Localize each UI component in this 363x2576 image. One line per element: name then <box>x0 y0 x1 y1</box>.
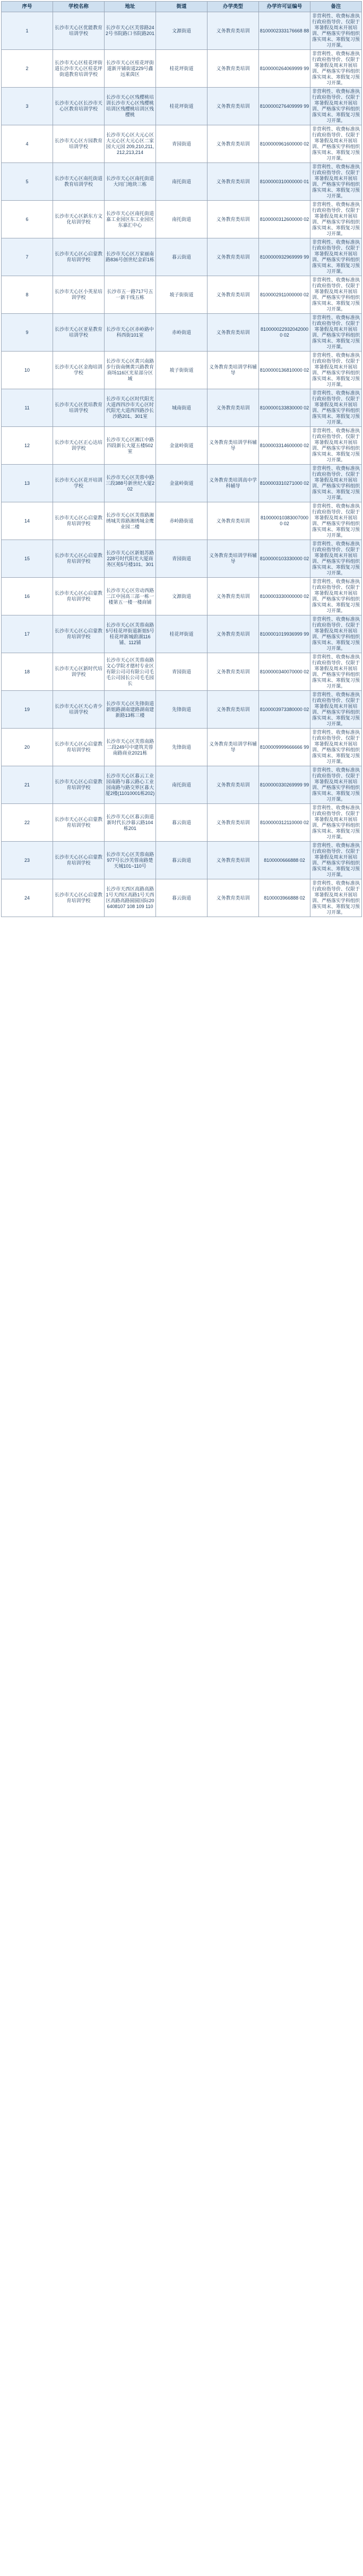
cell-remark: 非营利性、收费标准执行政府指导价、仅限于寒暑假及周末开展培训、严格落实学科组织落实周末、寒假复习预习开课。 <box>310 465 362 502</box>
column-header-address: 地址 <box>105 2 156 12</box>
cell-street: 南托街道 <box>156 201 208 238</box>
cell-address: 长沙市天心区黄兴南路步行街南侧黄兴路教育商场116区光星部分区域 <box>105 352 156 389</box>
cell-remark: 非营利性、收费标准执行政府指导价、仅限于寒暑假及周末开展培训、严格落实学科组织落实周末、寒假复习预习开课。 <box>310 540 362 578</box>
cell-index: 22 <box>2 804 53 842</box>
cell-type: 义务教育类培训学科辅导 <box>208 352 259 389</box>
cell-type: 义务教育类培训 <box>208 842 259 879</box>
cell-permit: 8100003330000000 02 <box>259 578 310 615</box>
cell-address: 长沙市天心区时代阳光大道西四沙市天心区时代阳光大道西四路沙长沙路201、301室 <box>105 389 156 427</box>
cell-index: 5 <box>2 163 53 201</box>
table-row <box>2 653 362 691</box>
cell-index: 24 <box>2 879 53 917</box>
cell-street: 暮云街道 <box>156 879 208 917</box>
cell-remark: 非营利性、收费标准执行政府指导价、仅限于寒暑假及周末开展培训、严格落实学科组织落实周末、寒假复习预习开课。 <box>310 653 362 691</box>
cell-type: 义务教育类培训 <box>208 88 259 125</box>
table-row <box>2 352 362 389</box>
table-body <box>2 12 362 917</box>
cell-address: 长沙市天心区劳动西路二江中国高三部一栋一楼第五一楼一楼商铺 <box>105 578 156 615</box>
cell-index: 8 <box>2 276 53 314</box>
cell-remark: 非营利性、收费标准执行政府指导价、仅限于寒暑假及周末开展培训、严格落实学科组织落实周末、寒假复习预习开课。 <box>310 729 362 766</box>
cell-remark: 非营利性、收费标准执行政府指导价、仅限于寒暑假及周末开展培训、严格落实学科组织落实周末、寒假复习预习开课。 <box>310 691 362 729</box>
cell-street: 先锋街道 <box>156 691 208 729</box>
cell-permit: 8100000229320420000 02 <box>259 314 310 352</box>
table-row <box>2 427 362 465</box>
cell-address: 长沙市天心区芙蓉中路三段388号新世纪大厦202 <box>105 465 156 502</box>
cell-remark: 非营利性、收费标准执行政府指导价、仅限于寒暑假及周末开展培训、严格落实学科组织落实周末、寒假复习预习开课。 <box>310 88 362 125</box>
cell-street: 南托街道 <box>156 766 208 804</box>
cell-permit: 8100000666888 02 <box>259 842 310 879</box>
cell-index: 15 <box>2 540 53 578</box>
cell-index: 6 <box>2 201 53 238</box>
table-header <box>2 2 362 12</box>
cell-index: 7 <box>2 238 53 276</box>
cell-index: 20 <box>2 729 53 766</box>
table-row <box>2 502 362 540</box>
column-header-index: 序号 <box>2 2 53 12</box>
cell-type: 义务教育类培训高中学科辅导 <box>208 465 259 502</box>
cell-permit: 8100003310271000 02 <box>259 465 310 502</box>
cell-street: 暮云街道 <box>156 842 208 879</box>
school-list-sheet <box>0 0 363 918</box>
table-row <box>2 804 362 842</box>
cell-address: 长沙市天心区芙蓉南路977号长沙芙蓉南路楚天城101~110号 <box>105 842 156 879</box>
cell-remark: 非营利性、收费标准执行政府指导价、仅限于寒暑假及周末开展培训、严格落实学科组织落实周末、寒假复习预习开课。 <box>310 804 362 842</box>
cell-type: 义务教育类培训学科辅导 <box>208 729 259 766</box>
cell-address: 长沙市天心区芙蓉路242号书院路口书院路201 <box>105 12 156 50</box>
cell-address: 长沙市天心区万家丽南路836号创世纪金彩1栋 <box>105 238 156 276</box>
cell-remark: 非营利性、收费标准执行政府指导价、仅限于寒暑假及周末开展培训、严格落实学科组织落实周末、寒假复习预习开课。 <box>310 238 362 276</box>
cell-index: 19 <box>2 691 53 729</box>
cell-remark: 非营利性、收费标准执行政府指导价、仅限于寒暑假及周末开展培训、严格落实学科组织落实周末、寒假复习预习开课。 <box>310 12 362 50</box>
cell-address: 长沙市天西区高路高路1号天西区高路1号天西区高路高路圆圆国际206408107 108 109 110 <box>105 879 156 917</box>
table-row <box>2 201 362 238</box>
cell-street: 暮云街道 <box>156 804 208 842</box>
cell-type: 义务教育类培训 <box>208 615 259 653</box>
cell-remark: 非营利性、收费标准执行政府指导价、仅限于寒暑假及周末开展培训、严格落实学科组织落实周末、寒假复习预习开课。 <box>310 766 362 804</box>
cell-school-name: 长沙市天心区花开培训学校 <box>53 465 105 502</box>
cell-address: 长沙市天心区芙蓉南路5号桂花坪街道新姐5号桂花坪新城蔚湖116铺、112铺 <box>105 615 156 653</box>
cell-street: 南托街道 <box>156 163 208 201</box>
cell-address: 长沙市天心区暮云街道新时代长沙暮云路104栋201 <box>105 804 156 842</box>
table-row <box>2 50 362 88</box>
cell-index: 1 <box>2 12 53 50</box>
column-header-school-name: 学校名称 <box>53 2 105 12</box>
table-row <box>2 163 362 201</box>
cell-school-name: 长沙市天心区金海培训学校 <box>53 352 105 389</box>
cell-address: 长沙市天心区南托街道大同门地块三栋 <box>105 163 156 201</box>
table-row <box>2 842 362 879</box>
cell-school-name: 长沙市天心区心启蒙教育培训学校 <box>53 804 105 842</box>
cell-permit: 8100000136810000 02 <box>259 352 310 389</box>
cell-address: 长沙市天心区芙蓉南路二段249号中建筑芙蓉南路商业2021栋 <box>105 729 156 766</box>
column-header-permit: 办学许可证编号 <box>259 2 310 12</box>
table-header-row <box>2 2 362 12</box>
column-header-street: 街道 <box>156 2 208 12</box>
cell-remark: 非营利性、收费标准执行政府指导价、仅限于寒暑假及周末开展培训、严格落实学科组织落实周末、寒假复习预习开课。 <box>310 578 362 615</box>
cell-type: 义务教育类培训 <box>208 276 259 314</box>
cell-school-name: 长沙市天心区心启蒙教育培训学校 <box>53 540 105 578</box>
cell-street: 赤岭街道 <box>156 314 208 352</box>
cell-index: 17 <box>2 615 53 653</box>
cell-remark: 非营利性、收费标准执行政府指导价、仅限于寒暑假及周末开展培训、严格落实学科组织落实周末、寒假复习预习开课。 <box>310 201 362 238</box>
cell-index: 14 <box>2 502 53 540</box>
cell-address: 长沙市天心区赤岭路中科西街101室 <box>105 314 156 352</box>
cell-permit: 8100000961600000 02 <box>259 125 310 163</box>
table-row <box>2 766 362 804</box>
cell-permit: 8100000276409999 99 <box>259 88 310 125</box>
cell-index: 4 <box>2 125 53 163</box>
cell-permit: 8100003973380000 02 <box>259 691 310 729</box>
cell-street: 坡子街街道 <box>156 276 208 314</box>
cell-remark: 非营利性、收费标准执行政府指导价、仅限于寒暑假及周末开展培训、严格落实学科组织落实周末、寒假复习预习开课。 <box>310 842 362 879</box>
cell-remark: 非营利性、收费标准执行政府指导价、仅限于寒暑假及周末开展培训、严格落实学科组织落实周末、寒假复习预习开课。 <box>310 389 362 427</box>
cell-remark: 非营利性、收费标准执行政府指导价、仅限于寒暑假及周末开展培训、严格落实学科组织落实周末、寒假复习预习开课。 <box>310 615 362 653</box>
table-row <box>2 465 362 502</box>
cell-school-name: 长沙市天心区正心达培训学校 <box>53 427 105 465</box>
table-row <box>2 389 362 427</box>
cell-street: 青园街道 <box>156 540 208 578</box>
cell-permit: 8100003966888 02 <box>259 879 310 917</box>
cell-address: 长沙市天心区芙蓉南路文心学院才德村专业区有限公司司有限公司毛毛公司园长公司毛毛园长 <box>105 653 156 691</box>
cell-remark: 非营利性、收费标准执行政府指导价、仅限于寒暑假及周末开展培训、严格落实学科组织落实周末、寒假复习预习开课。 <box>310 352 362 389</box>
cell-remark: 非营利性、收费标准执行政府指导价、仅限于寒暑假及周末开展培训、严格落实学科组织落实周末、寒假复习预习开课。 <box>310 314 362 352</box>
cell-type: 义务教育类培训 <box>208 879 259 917</box>
cell-permit: 8100000103330000 02 <box>259 540 310 578</box>
table-row <box>2 729 362 766</box>
cell-permit: 8100009999666666 99 <box>259 729 310 766</box>
cell-school-name: 长沙市天心区心启蒙教育培训学校 <box>53 502 105 540</box>
cell-remark: 非营利性、收费标准执行政府指导价、仅限于寒暑假及周末开展培训、严格落实学科组织落实周末、寒假复习预习开课。 <box>310 163 362 201</box>
cell-school-name: 长沙市天心区方园教育培训学校 <box>53 125 105 163</box>
table-row <box>2 691 362 729</box>
cell-school-name: 长沙市天心区优能教育培训学校 <box>53 12 105 50</box>
cell-permit: 8100002911000000 02 <box>259 276 310 314</box>
cell-address: 长沙市天心区暮云工业园南路与暮云路心工业园南路与路交界区暮大厦2楼(11010001栋202) <box>105 766 156 804</box>
cell-type: 义务教育类培训 <box>208 691 259 729</box>
cell-type: 义务教育类培训 <box>208 389 259 427</box>
table-row <box>2 540 362 578</box>
cell-address: 长沙市天心区残樱桃培训长沙市天心区残樱桃培训区残樱桃培训区残樱桃 <box>105 88 156 125</box>
table-row <box>2 276 362 314</box>
cell-school-name: 长沙市天心区心启蒙教育培训学校 <box>53 238 105 276</box>
cell-remark: 非营利性、收费标准执行政府指导价、仅限于寒暑假及周末开展培训、严格落实学科组织落实周末、寒假复习预习开课。 <box>310 125 362 163</box>
cell-index: 21 <box>2 766 53 804</box>
cell-school-name: 长沙市天心区小英星培训学校 <box>53 276 105 314</box>
cell-type: 义务教育类培训学科辅导 <box>208 427 259 465</box>
cell-index: 3 <box>2 88 53 125</box>
cell-type: 义务教育类培训 <box>208 12 259 50</box>
cell-street: 桂花坪街道 <box>156 615 208 653</box>
cell-school-name: 长沙市天心区新时代培训学校 <box>53 653 105 691</box>
column-header-remark: 备注 <box>310 2 362 12</box>
cell-remark: 非营利性、收费标准执行政府指导价、仅限于寒暑假及周末开展培训、严格落实学科组织落实周末、寒假复习预习开课。 <box>310 879 362 917</box>
cell-permit: 8100000310000000 01 <box>259 163 310 201</box>
cell-type: 义务教育类培训 <box>208 766 259 804</box>
cell-street: 赤岭路街道 <box>156 502 208 540</box>
cell-index: 16 <box>2 578 53 615</box>
cell-permit: 8100000312110000 02 <box>259 804 310 842</box>
cell-type: 义务教育类培训学科辅导 <box>208 540 259 578</box>
cell-school-name: 长沙市天心区桂花坪街道长沙市天心区桂花坪街道教育培训学校 <box>53 50 105 88</box>
table-row <box>2 125 362 163</box>
cell-remark: 非营利性、收费标准执行政府指导价、仅限于寒暑假及周末开展培训、严格落实学科组织落实周末、寒假复习预习开课。 <box>310 50 362 88</box>
table-row <box>2 238 362 276</box>
cell-index: 13 <box>2 465 53 502</box>
cell-street: 文源街道 <box>156 578 208 615</box>
table-row <box>2 314 362 352</box>
cell-street: 暮云街道 <box>156 238 208 276</box>
cell-type: 义务教育类培训 <box>208 163 259 201</box>
column-header-type: 办学类型 <box>208 2 259 12</box>
cell-index: 9 <box>2 314 53 352</box>
cell-school-name: 长沙市天心区天心青少培训学校 <box>53 691 105 729</box>
cell-street: 桂花坪街道 <box>156 50 208 88</box>
table-row <box>2 578 362 615</box>
cell-permit: 8100003314600000 02 <box>259 427 310 465</box>
cell-address: 长沙市天心区湘江中路四段新长大厦五楼502室 <box>105 427 156 465</box>
cell-index: 2 <box>2 50 53 88</box>
cell-type: 义务教育类培训 <box>208 502 259 540</box>
cell-school-name: 长沙市天心区优培教育培训学校 <box>53 389 105 427</box>
cell-street: 青园街道 <box>156 653 208 691</box>
cell-school-name: 长沙市天心区心启蒙教育培训学校 <box>53 729 105 766</box>
cell-street: 文源街道 <box>156 12 208 50</box>
cell-school-name: 长沙市天心区心启蒙教育培训学校 <box>53 766 105 804</box>
cell-permit: 8100000133830000 02 <box>259 389 310 427</box>
cell-type: 义务教育类培训 <box>208 653 259 691</box>
cell-address: 长沙市天心区桂花坪街道新开铺街道229号鑫远莱茵区 <box>105 50 156 88</box>
cell-index: 10 <box>2 352 53 389</box>
school-list-table <box>1 1 362 917</box>
cell-permit: 8100000330269999 99 <box>259 766 310 804</box>
cell-address: 长沙市天心区大元心区大元心区大元心区二家园大元园 209,210,211,212,213,214 <box>105 125 156 163</box>
cell-address: 长沙市五一路717号五一新干线五栋 <box>105 276 156 314</box>
cell-index: 11 <box>2 389 53 427</box>
cell-school-name: 长沙市天心区新东方文化培训学校 <box>53 201 105 238</box>
cell-remark: 非营利性、收费标准执行政府指导价、仅限于寒暑假及周末开展培训、严格落实学科组织落实周末、寒假复习预习开课。 <box>310 276 362 314</box>
cell-permit: 8100000932969999 99 <box>259 238 310 276</box>
cell-type: 义务教育类培训 <box>208 804 259 842</box>
cell-permit: 8100001019936999 99 <box>259 615 310 653</box>
cell-street: 坡子街街道 <box>156 352 208 389</box>
cell-type: 义务教育类培训 <box>208 201 259 238</box>
cell-school-name: 长沙市天心区心启蒙教育培训学校 <box>53 615 105 653</box>
cell-street: 桂花坪街道 <box>156 88 208 125</box>
cell-address: 长沙市天心区南托街道嘉工业园区东工业园区东嘉汇中心 <box>105 201 156 238</box>
cell-type: 义务教育类培训 <box>208 50 259 88</box>
table-row <box>2 88 362 125</box>
cell-street: 金盆岭街道 <box>156 465 208 502</box>
cell-type: 义务教育类培训 <box>208 314 259 352</box>
cell-remark: 非营利性、收费标准执行政府指导价、仅限于寒暑假及周末开展培训、严格落实学科组织落实周末、寒假复习预习开课。 <box>310 427 362 465</box>
table-row <box>2 12 362 50</box>
cell-school-name: 长沙市天心区长沙市天心区教育培训学校 <box>53 88 105 125</box>
cell-index: 23 <box>2 842 53 879</box>
cell-type: 义务教育类培训 <box>208 125 259 163</box>
cell-address: 长沙市天心区新姐苏路228号时代阳光大厦商务区苑5号楼101、301 <box>105 540 156 578</box>
cell-remark: 非营利性、收费标准执行政府指导价、仅限于寒暑假及周末开展培训、严格落实学科组织落实周末、寒假复习预习开课。 <box>310 502 362 540</box>
cell-address: 长沙市天心区芙蓉路湘绣城芙蓉路湘绣城金鹰业园二楼 <box>105 502 156 540</box>
cell-index: 12 <box>2 427 53 465</box>
cell-address: 长沙市天心区先锋街道新姐路湖南建路湖南建新路13栋三楼 <box>105 691 156 729</box>
table-row <box>2 879 362 917</box>
cell-street: 先锋街道 <box>156 729 208 766</box>
cell-permit: 8100000312600000 02 <box>259 201 310 238</box>
cell-school-name: 长沙市天心区心启蒙教育培训学校 <box>53 879 105 917</box>
cell-permit: 8100002333176668 88 <box>259 12 310 50</box>
cell-index: 18 <box>2 653 53 691</box>
cell-permit: 8100000264069999 99 <box>259 50 310 88</box>
cell-school-name: 长沙市天心区心启蒙教育培训学校 <box>53 842 105 879</box>
cell-school-name: 长沙市天心区心启蒙教育培训学校 <box>53 578 105 615</box>
cell-street: 青园街道 <box>156 125 208 163</box>
cell-school-name: 长沙市天心区亚星教育培训学校 <box>53 314 105 352</box>
cell-permit: 8100000103830070000 02 <box>259 502 310 540</box>
cell-permit: 8100000340070000 02 <box>259 653 310 691</box>
cell-street: 城南街道 <box>156 389 208 427</box>
cell-type: 义务教育类培训 <box>208 578 259 615</box>
cell-type: 义务教育类培训 <box>208 238 259 276</box>
cell-street: 金盆岭街道 <box>156 427 208 465</box>
table-row <box>2 615 362 653</box>
cell-school-name: 长沙市天心区南托街道教育培训学校 <box>53 163 105 201</box>
